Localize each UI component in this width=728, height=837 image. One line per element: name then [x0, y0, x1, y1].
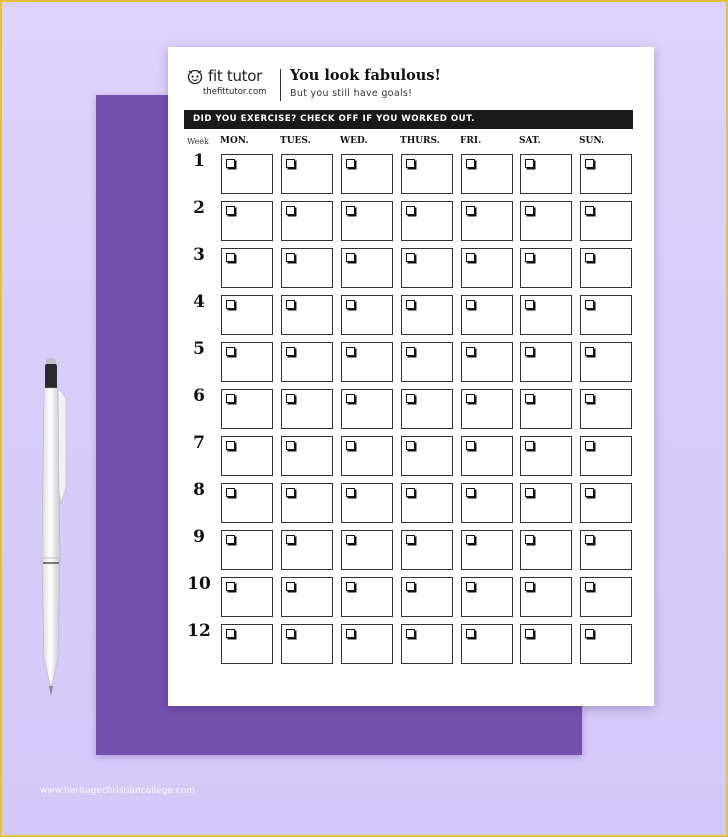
checkbox[interactable]: [346, 394, 355, 403]
day-cell[interactable]: [221, 530, 273, 570]
day-cell[interactable]: [580, 577, 632, 617]
day-cell[interactable]: [461, 154, 513, 194]
day-cell[interactable]: [281, 342, 333, 382]
exercise-tracker-sheet: [168, 47, 654, 706]
checkbox[interactable]: [286, 535, 295, 544]
checkbox[interactable]: [346, 441, 355, 450]
checkbox[interactable]: [226, 629, 235, 638]
day-cell[interactable]: [401, 342, 453, 382]
checkbox[interactable]: [585, 206, 594, 215]
checkbox[interactable]: [286, 159, 295, 168]
day-cell[interactable]: [461, 577, 513, 617]
checkbox[interactable]: [346, 159, 355, 168]
day-cell[interactable]: [401, 154, 453, 194]
checkbox[interactable]: [466, 347, 475, 356]
checkbox[interactable]: [585, 300, 594, 309]
checkbox[interactable]: [406, 253, 415, 262]
day-cell[interactable]: [221, 436, 273, 476]
checkbox[interactable]: [525, 535, 534, 544]
checkbox[interactable]: [585, 535, 594, 544]
day-cell[interactable]: [580, 389, 632, 429]
logo-url: thefittutor.com: [203, 87, 267, 97]
day-cell[interactable]: [580, 201, 632, 241]
day-cell[interactable]: [341, 154, 393, 194]
checkbox[interactable]: [525, 488, 534, 497]
checkbox[interactable]: [226, 582, 235, 591]
checkbox[interactable]: [525, 300, 534, 309]
checkbox[interactable]: [525, 347, 534, 356]
day-cell[interactable]: [281, 248, 333, 288]
day-cell[interactable]: [461, 624, 513, 664]
week-column-label: Week: [187, 137, 209, 146]
checkbox[interactable]: [286, 394, 295, 403]
checkbox[interactable]: [406, 535, 415, 544]
day-cell[interactable]: [401, 436, 453, 476]
day-cell[interactable]: [281, 577, 333, 617]
checkbox[interactable]: [346, 253, 355, 262]
checkbox[interactable]: [226, 206, 235, 215]
checkbox[interactable]: [226, 441, 235, 450]
day-cell[interactable]: [580, 530, 632, 570]
checkbox[interactable]: [525, 394, 534, 403]
day-cell[interactable]: [401, 624, 453, 664]
day-cell[interactable]: [520, 483, 572, 523]
fit-tutor-logo-icon: [186, 67, 204, 85]
day-cell[interactable]: [401, 530, 453, 570]
checkbox[interactable]: [466, 441, 475, 450]
checkbox[interactable]: [406, 629, 415, 638]
day-header: MON.: [220, 136, 249, 146]
checkbox[interactable]: [466, 488, 475, 497]
brand-logo: [186, 67, 278, 103]
checkbox[interactable]: [286, 253, 295, 262]
checkbox[interactable]: [466, 253, 475, 262]
checkbox[interactable]: [286, 629, 295, 638]
day-cell[interactable]: [461, 342, 513, 382]
day-cell[interactable]: [580, 154, 632, 194]
checkbox[interactable]: [466, 206, 475, 215]
checkbox[interactable]: [406, 300, 415, 309]
day-cell[interactable]: [580, 624, 632, 664]
checkbox[interactable]: [286, 488, 295, 497]
checkbox[interactable]: [585, 582, 594, 591]
checkbox[interactable]: [525, 206, 534, 215]
day-cell[interactable]: [341, 295, 393, 335]
checkbox[interactable]: [466, 629, 475, 638]
day-cell[interactable]: [520, 248, 572, 288]
week-number: 2: [193, 198, 205, 218]
day-cell[interactable]: [281, 436, 333, 476]
checkbox[interactable]: [466, 582, 475, 591]
day-cell[interactable]: [401, 483, 453, 523]
day-cell[interactable]: [281, 295, 333, 335]
day-cell[interactable]: [281, 389, 333, 429]
day-cell[interactable]: [221, 342, 273, 382]
week-number: 8: [193, 480, 205, 500]
checkbox[interactable]: [406, 206, 415, 215]
day-cell[interactable]: [461, 389, 513, 429]
day-header: SAT.: [519, 136, 541, 146]
checkbox[interactable]: [286, 300, 295, 309]
day-header: SUN.: [579, 136, 605, 146]
headline: You look fabulous!: [290, 67, 441, 84]
day-cell[interactable]: [341, 483, 393, 523]
day-cell[interactable]: [281, 530, 333, 570]
checkbox[interactable]: [585, 394, 594, 403]
checkbox[interactable]: [585, 629, 594, 638]
week-number: 7: [193, 433, 205, 453]
checkbox[interactable]: [226, 253, 235, 262]
checkbox[interactable]: [585, 347, 594, 356]
checkbox[interactable]: [466, 159, 475, 168]
day-cell[interactable]: [461, 201, 513, 241]
week-number: 9: [193, 527, 205, 547]
day-cell[interactable]: [520, 389, 572, 429]
day-cell[interactable]: [341, 530, 393, 570]
day-cell[interactable]: [520, 624, 572, 664]
checkbox[interactable]: [466, 394, 475, 403]
checkbox[interactable]: [406, 159, 415, 168]
checkbox[interactable]: [226, 394, 235, 403]
checkbox[interactable]: [466, 300, 475, 309]
day-cell[interactable]: [281, 483, 333, 523]
day-header: FRI.: [460, 136, 482, 146]
week-number: 5: [193, 339, 205, 359]
day-cell[interactable]: [401, 248, 453, 288]
checkbox[interactable]: [525, 441, 534, 450]
day-cell[interactable]: [341, 201, 393, 241]
instruction-banner: DID YOU EXERCISE? CHECK OFF IF YOU WORKED OUT.: [184, 110, 633, 129]
day-cell[interactable]: [461, 483, 513, 523]
day-cell[interactable]: [520, 154, 572, 194]
day-cell[interactable]: [221, 624, 273, 664]
day-cell[interactable]: [580, 248, 632, 288]
day-cell[interactable]: [281, 624, 333, 664]
day-cell[interactable]: [401, 295, 453, 335]
day-cell[interactable]: [461, 248, 513, 288]
checkbox[interactable]: [226, 347, 235, 356]
day-cell[interactable]: [580, 483, 632, 523]
day-cell[interactable]: [461, 295, 513, 335]
subline: But you still have goals!: [290, 88, 413, 99]
checkbox[interactable]: [346, 629, 355, 638]
day-cell[interactable]: [221, 248, 273, 288]
day-cell[interactable]: [281, 154, 333, 194]
day-cell[interactable]: [520, 201, 572, 241]
checkbox[interactable]: [346, 206, 355, 215]
day-cell[interactable]: [520, 530, 572, 570]
day-cell[interactable]: [401, 389, 453, 429]
day-cell[interactable]: [281, 201, 333, 241]
week-number: 4: [193, 292, 205, 312]
checkbox[interactable]: [406, 347, 415, 356]
checkbox[interactable]: [525, 159, 534, 168]
checkbox[interactable]: [525, 629, 534, 638]
checkbox[interactable]: [286, 582, 295, 591]
day-header: THURS.: [400, 136, 440, 146]
checkbox[interactable]: [406, 441, 415, 450]
day-cell[interactable]: [341, 577, 393, 617]
day-cell[interactable]: [341, 248, 393, 288]
day-cell[interactable]: [520, 436, 572, 476]
checkbox[interactable]: [585, 159, 594, 168]
checkbox[interactable]: [525, 253, 534, 262]
checkbox[interactable]: [585, 253, 594, 262]
day-cell[interactable]: [221, 154, 273, 194]
checkbox[interactable]: [346, 488, 355, 497]
day-cell[interactable]: [461, 530, 513, 570]
day-cell[interactable]: [520, 342, 572, 382]
checkbox[interactable]: [346, 535, 355, 544]
watermark-text: www.heritagechristiancollege.com: [40, 786, 195, 796]
checkbox[interactable]: [346, 347, 355, 356]
checkbox[interactable]: [406, 394, 415, 403]
checkbox[interactable]: [585, 488, 594, 497]
day-cell[interactable]: [221, 201, 273, 241]
day-cell[interactable]: [341, 342, 393, 382]
day-cell[interactable]: [401, 577, 453, 617]
day-cell[interactable]: [221, 577, 273, 617]
checkbox[interactable]: [286, 347, 295, 356]
day-cell[interactable]: [221, 483, 273, 523]
checkbox[interactable]: [286, 441, 295, 450]
pen-illustration: [36, 358, 76, 698]
header-divider: [280, 69, 281, 101]
logo-text: fit tutor: [208, 67, 263, 85]
checkbox[interactable]: [346, 300, 355, 309]
checkbox[interactable]: [525, 582, 534, 591]
week-number: 12: [187, 621, 211, 641]
day-header: WED.: [340, 136, 368, 146]
checkbox[interactable]: [585, 441, 594, 450]
checkbox[interactable]: [226, 535, 235, 544]
day-cell[interactable]: [341, 436, 393, 476]
week-number: 6: [193, 386, 205, 406]
checkbox[interactable]: [346, 582, 355, 591]
week-number: 10: [187, 574, 211, 594]
day-cell[interactable]: [341, 389, 393, 429]
checkbox[interactable]: [226, 300, 235, 309]
day-cell[interactable]: [520, 577, 572, 617]
day-cell[interactable]: [580, 342, 632, 382]
day-cell[interactable]: [401, 201, 453, 241]
checkbox[interactable]: [226, 159, 235, 168]
day-header: TUES.: [280, 136, 311, 146]
week-number: 3: [193, 245, 205, 265]
week-number: 1: [193, 151, 205, 171]
checkbox[interactable]: [406, 488, 415, 497]
day-cell[interactable]: [341, 624, 393, 664]
day-cell[interactable]: [580, 436, 632, 476]
checkbox[interactable]: [466, 535, 475, 544]
day-cell[interactable]: [221, 295, 273, 335]
day-cell[interactable]: [580, 295, 632, 335]
day-cell[interactable]: [520, 295, 572, 335]
checkbox[interactable]: [406, 582, 415, 591]
checkbox[interactable]: [286, 206, 295, 215]
day-cell[interactable]: [461, 436, 513, 476]
checkbox[interactable]: [226, 488, 235, 497]
day-cell[interactable]: [221, 389, 273, 429]
